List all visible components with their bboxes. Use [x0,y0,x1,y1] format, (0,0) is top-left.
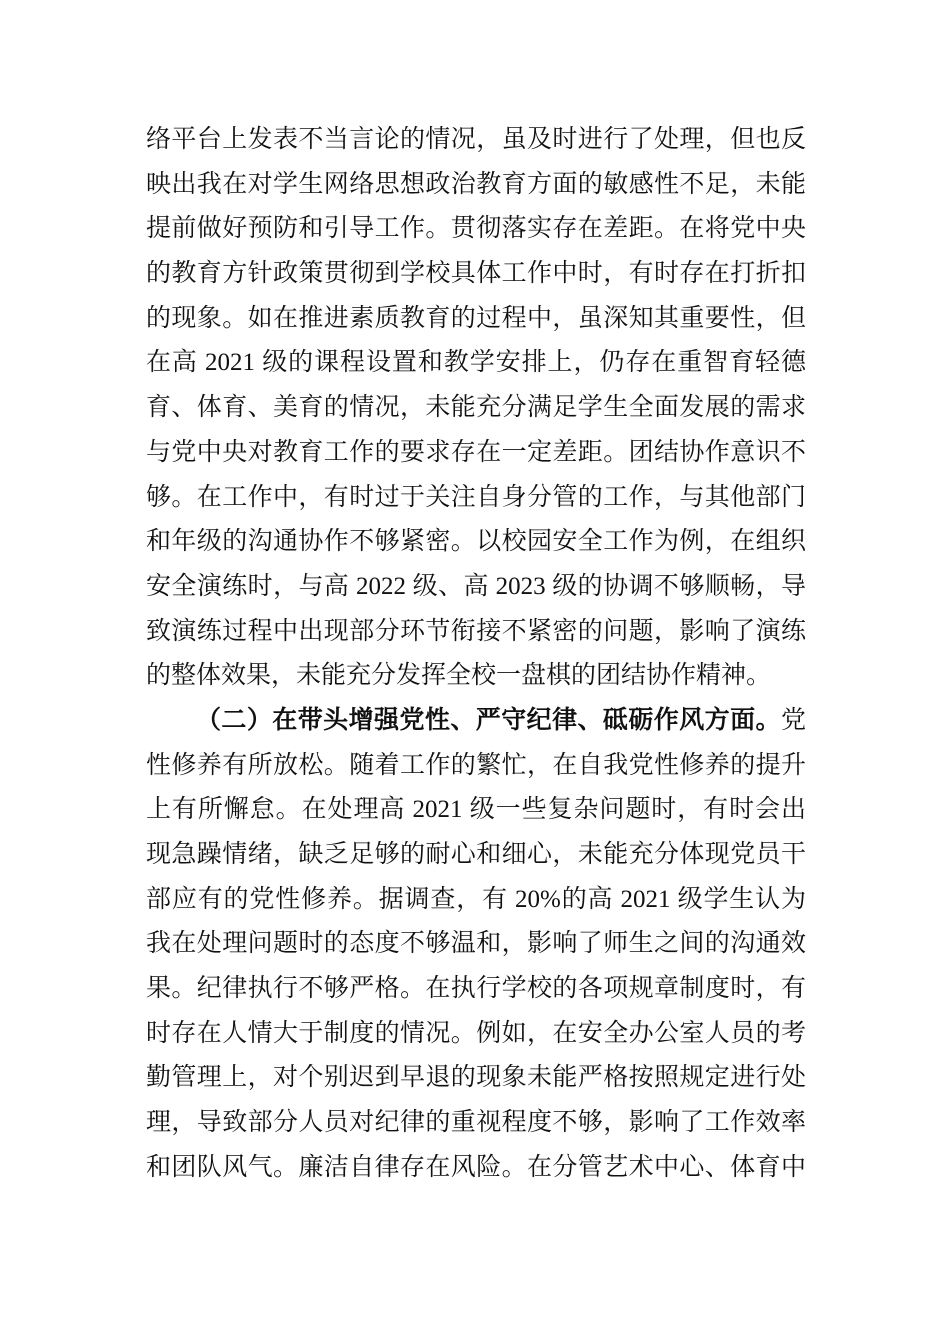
text-line: 映出我在对学生网络思想政治教育方面的敏感性不足，未能 [146,170,806,198]
text-line: 上有所懈怠。在处理高 2021 级一些复杂问题时，有时会出 [146,796,806,824]
text-line: 络平台上发表不当言论的情况，虽及时进行了处理，但也反 [146,126,806,153]
text-line: 性修养有所放松。随着工作的繁忙，在自我党性修养的提升 [146,751,806,779]
text-line: 部应有的党性修养。据调查，有 20%的高 2021 级学生认为 [146,885,806,913]
text-line: 和年级的沟通协作不够紧密。以校园安全工作为例，在组织 [146,528,806,556]
text-line: 的现象。如在推进素质教育的过程中，虽深知其重要性，但 [146,304,806,332]
text-line: 的教育方针政策贯彻到学校具体工作中时，有时存在打折扣 [146,260,806,288]
paragraph-1 [146,118,806,699]
text-line: 与党中央对教育工作的要求存在一定差距。团结协作意识不 [146,438,806,466]
text-line: 安全演练时，与高 2022 级、高 2023 级的协调不够顺畅，导 [146,572,806,600]
section-heading: （二）在带头增强党性、严守纪律、砥砺作风方面。 [196,706,781,734]
text-line: 和团队风气。廉洁自律存在风险。在分管艺术中心、体育中 [146,1153,806,1181]
text-line: 够。在工作中，有时过于关注自身分管的工作，与其他部门 [146,483,806,511]
text-line: 果。纪律执行不够严格。在执行学校的各项规章制度时，有 [146,975,806,1003]
paragraph-2 [146,699,806,1191]
text-line: 时存在人情大于制度的情况。例如，在安全办公室人员的考 [146,1019,806,1047]
heading-line-rest: 党 [780,706,806,734]
text-line: 在高 2021 级的课程设置和教学安排上，仍存在重智育轻德 [146,349,806,377]
text-line: 我在处理问题时的态度不够温和，影响了师生之间的沟通效 [146,930,806,958]
text-line: 育、体育、美育的情况，未能充分满足学生全面发展的需求 [146,394,806,422]
text-line: 现急躁情绪，缺乏足够的耐心和细心，未能充分体现党员干 [146,841,806,868]
document-page [146,118,806,1191]
text-line: 理，导致部分人员对纪律的重视程度不够，影响了工作效率 [146,1109,806,1137]
text-line: 的整体效果，未能充分发挥全校一盘棋的团结协作精神。 [146,662,772,690]
text-line: 致演练过程中出现部分环节衔接不紧密的问题，影响了演练 [146,617,806,645]
section-heading-line [146,699,806,744]
text-line: 提前做好预防和引导工作。贯彻落实存在差距。在将党中央 [146,215,806,243]
text-line: 勤管理上，对个别迟到早退的现象未能严格按照规定进行处 [146,1064,806,1092]
